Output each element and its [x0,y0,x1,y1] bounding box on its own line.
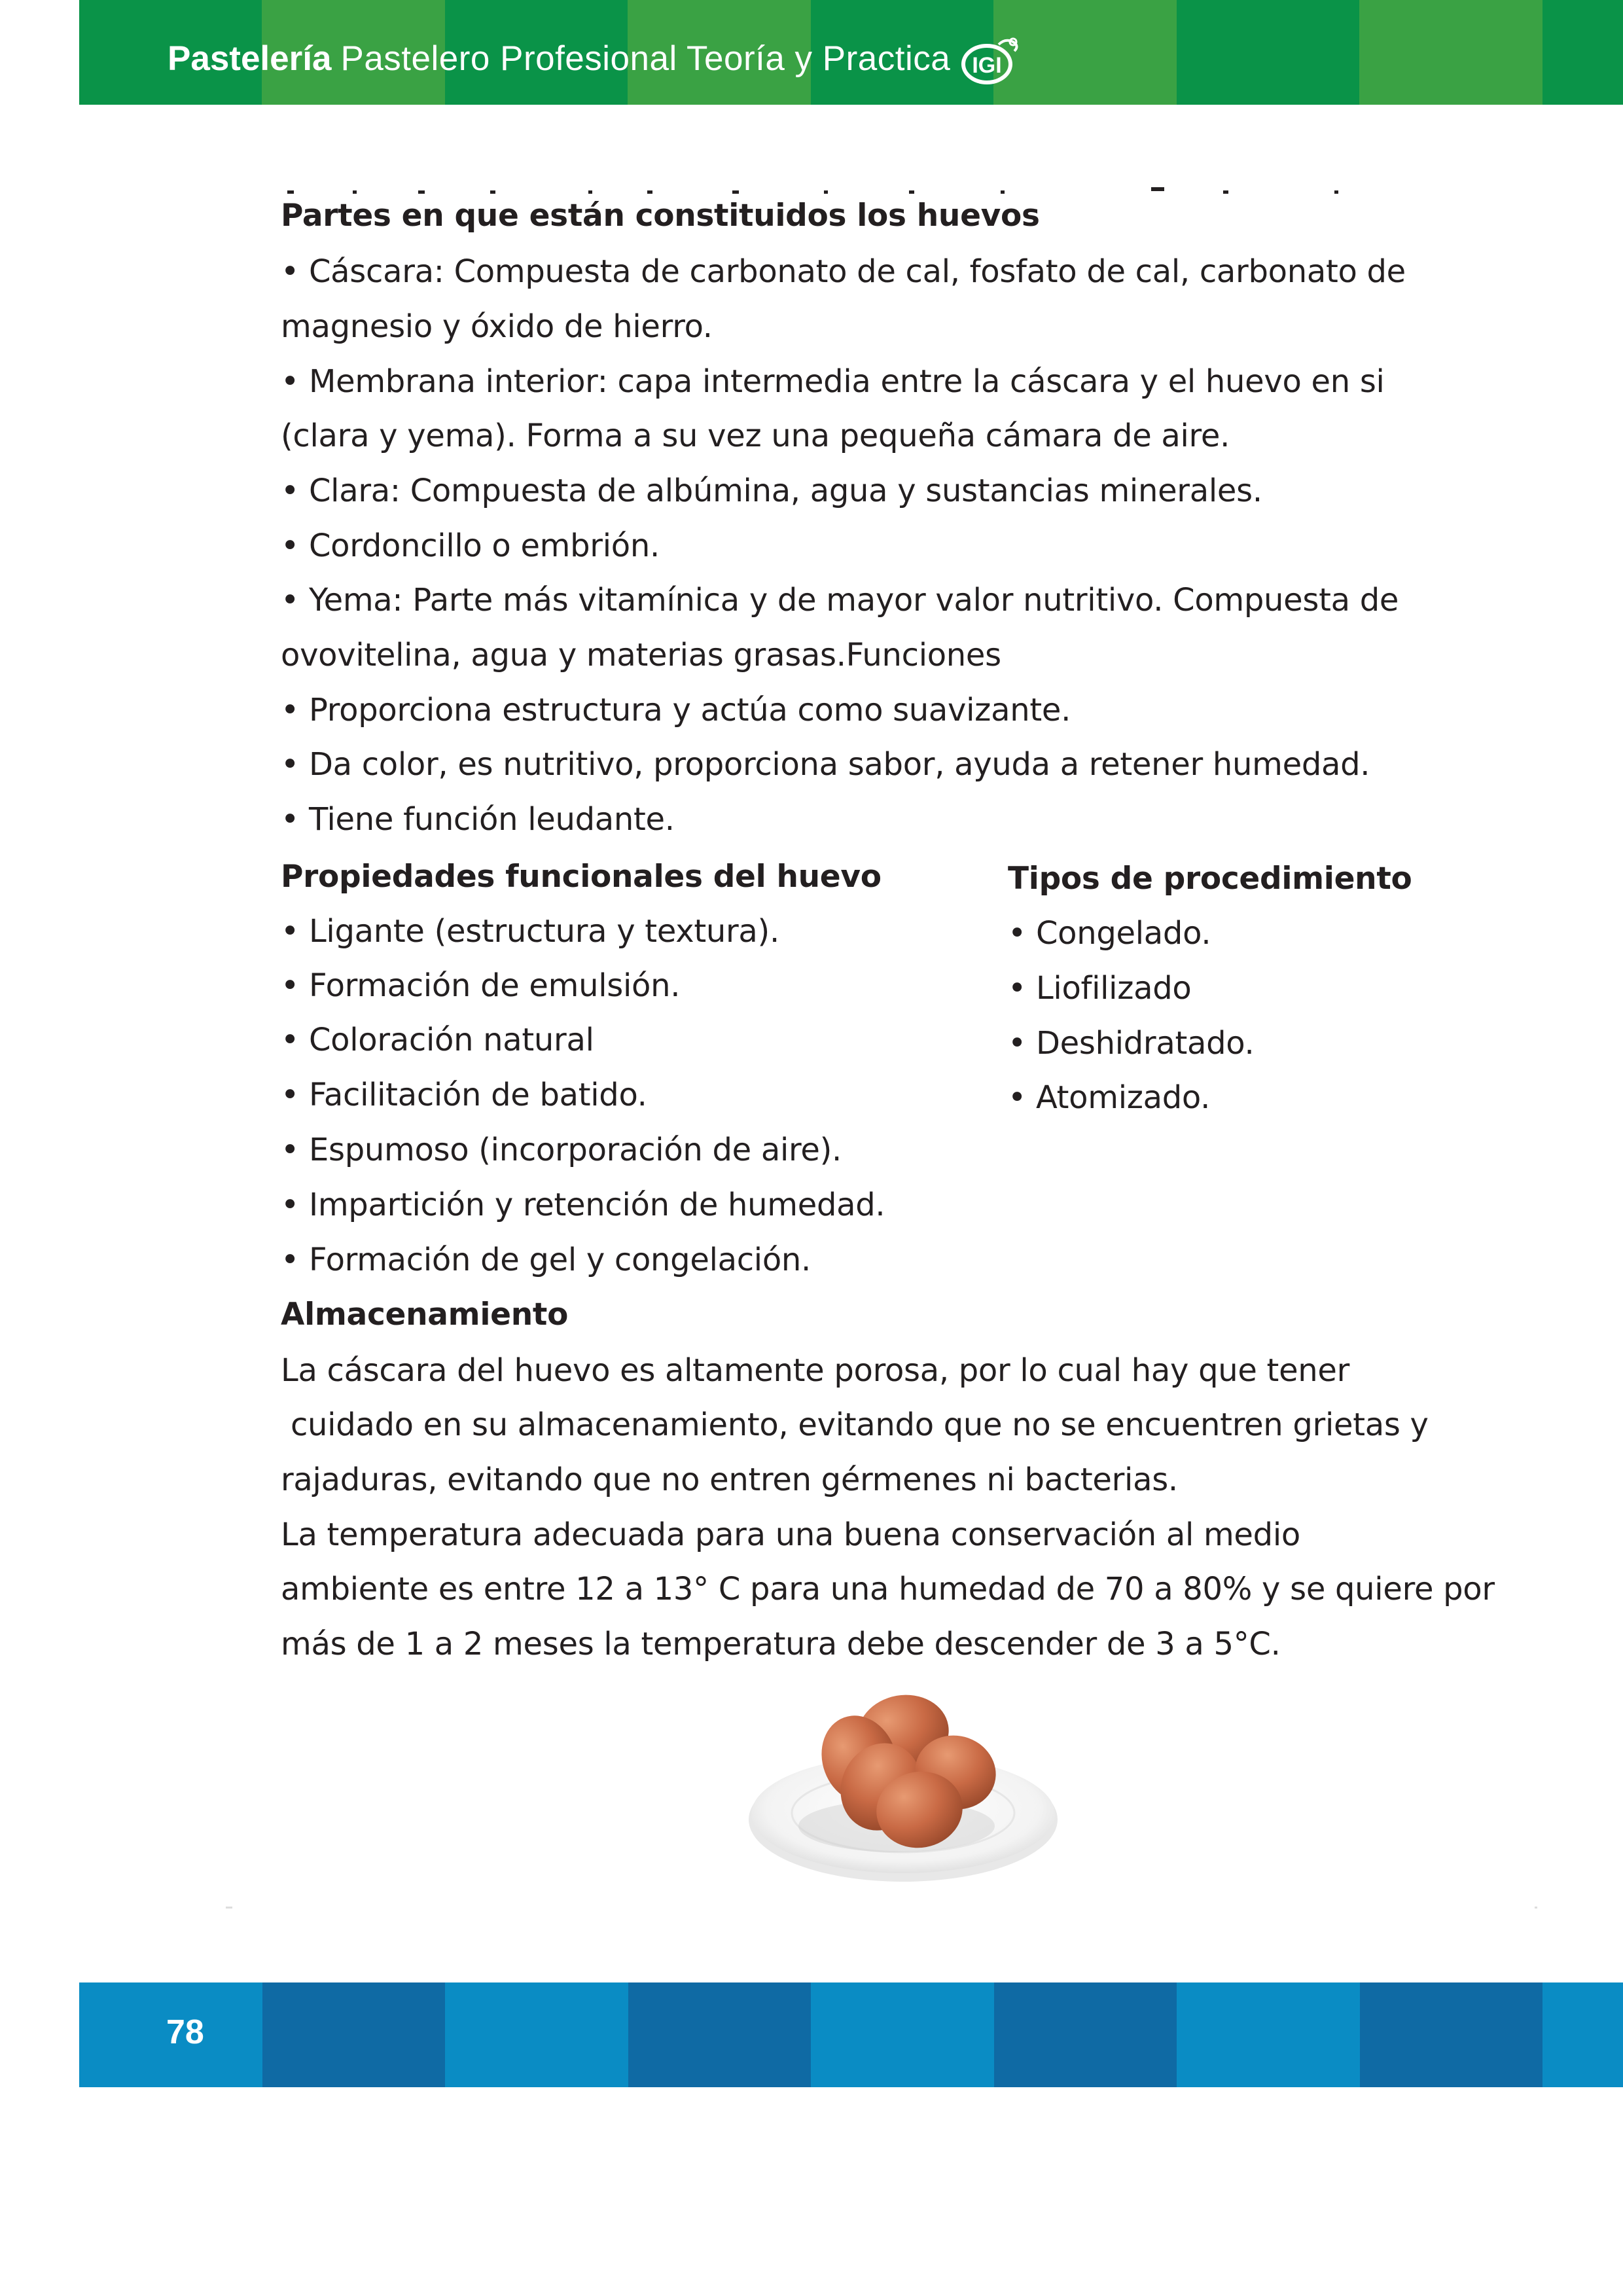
list-item: • Deshidratado. [1008,1025,1255,1062]
text-line: ambiente es entre 12 a 13° C para una humedad de 70 a 80% y se quiere por [281,1571,1495,1607]
text-line: magnesio y óxido de hierro. [281,308,713,345]
text-line: • Da color, es nutritivo, proporciona sabor, ayuda a retener humedad. [281,746,1370,783]
header-book-title: Pastelero Profesional Teoría y Practica [340,39,951,78]
list-item: • Formación de emulsión. [281,967,681,1004]
list-item: • Coloración natural [281,1022,594,1058]
list-item: • Atomizado. [1008,1079,1211,1116]
scan-mark [226,1907,232,1909]
list-item: • Facilitación de batido. [281,1077,647,1113]
text-line: • Membrana interior: capa intermedia entre la cáscara y el huevo en si [281,363,1385,400]
text-line: La cáscara del huevo es altamente porosa, por lo cual hay que tener [281,1352,1350,1389]
text-line: • Cordoncillo o embrión. [281,528,660,564]
text-line: • Clara: Compuesta de albúmina, agua y sustancias minerales. [281,473,1262,509]
page-number: 78 [166,2013,204,2051]
footer-band [79,1982,1623,2087]
text-line: • Cáscara: Compuesta de carbonato de cal, fosfato de cal, carbonato de [281,253,1406,290]
list-item: • Formación de gel y congelación. [281,1242,811,1278]
footer-stripe [811,1982,994,2087]
section-heading-almacenamiento: Almacenamiento [281,1297,569,1333]
section-heading-partes: Partes en que están constituidos los huevos [281,198,1040,234]
footer-stripe [1177,1982,1360,2087]
list-item: • Liofilizado [1008,970,1192,1007]
eggs-on-plate-icon [740,1676,1067,1885]
text-line: La temperatura adecuada para una buena conservación al medio [281,1516,1300,1553]
header-title [168,35,1026,81]
text-line: más de 1 a 2 meses la temperatura debe descender de 3 a 5°C. [281,1626,1281,1662]
text-line: • Proporciona estructura y actúa como suavizante. [281,692,1071,728]
text-line: • Yema: Parte más vitamínica y de mayor valor nutritivo. Compuesta de [281,582,1399,619]
text-line: cuidado en su almacenamiento, evitando que no se encuentren grietas y [281,1407,1429,1443]
footer-stripe [1543,1982,1623,2087]
list-item: • Impartición y retención de humedad. [281,1187,885,1223]
list-item: • Ligante (estructura y textura). [281,913,779,950]
text-line: (clara y yema). Forma a su vez una pequeña cámara de aire. [281,418,1230,454]
list-item: • Congelado. [1008,915,1211,952]
section-heading-propiedades: Propiedades funcionales del huevo [281,859,882,895]
list-item: • Espumoso (incorporación de aire). [281,1132,842,1168]
footer-stripe [445,1982,628,2087]
header-subject: Pastelería [168,39,332,78]
header-stripe [1359,0,1543,105]
logo-text: IGI [972,53,1002,78]
section-heading-tipos: Tipos de procedimiento [1008,861,1412,897]
text-line: ovovitelina, agua y materias grasas.Funciones [281,637,1001,673]
scan-mark [1535,1907,1537,1909]
igi-logo-icon [961,35,1026,81]
text-line: rajaduras, evitando que no entren gérmenes ni bacterias. [281,1462,1178,1498]
text-line: • Tiene función leudante. [281,801,675,838]
cropped-text-fragment [281,185,1354,194]
